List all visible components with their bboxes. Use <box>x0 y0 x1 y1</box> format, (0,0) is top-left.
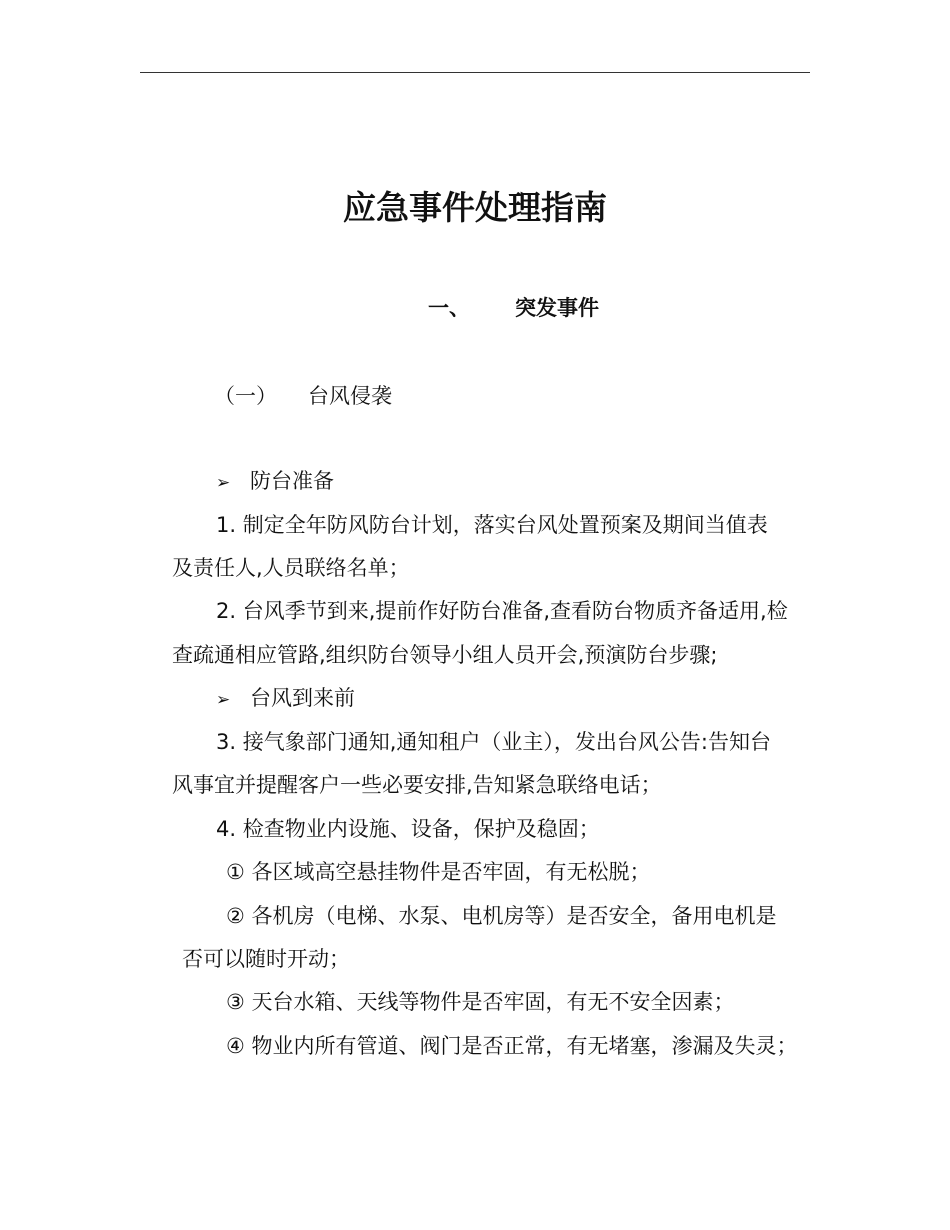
bullet-heading-text: 防台准备 <box>250 469 334 493</box>
bullet-heading-prep <box>216 468 334 496</box>
list-item-line: 4. 检查物业内设施、设备，保护及稳固； <box>216 817 600 841</box>
sub-item-line: ③ 天台水箱、天线等物件是否牢固，有无不安全因素； <box>226 990 735 1014</box>
arrow-bullet-icon: ➢ <box>216 690 231 710</box>
header-rule <box>140 72 810 73</box>
list-item-line: 2. 台风季节到来,提前作好防台准备,查看防台物质齐备适用,检 <box>216 599 788 623</box>
page-title: 应急事件处理指南 <box>343 188 607 227</box>
sub-item-line: ① 各区域高空悬挂物件是否牢固，有无松脱； <box>226 860 651 884</box>
list-item-line: 3. 接气象部门通知,通知租户（业主），发出台风公告:告知台 <box>216 730 771 754</box>
arrow-bullet-icon: ➢ <box>216 473 231 493</box>
sub-item-line: 否可以随时开动； <box>182 947 350 971</box>
list-item-line: 风事宜并提醒客户一些必要安排,告知紧急联络电话； <box>172 773 662 797</box>
sub-item-line: ② 各机房（电梯、水泵、电机房等）是否安全，备用电机是 <box>226 904 777 928</box>
subsection-title: 台风侵袭 <box>308 384 392 408</box>
list-item-line: 查疏通相应管路,组织防台领导小组人员开会,预演防台步骤; <box>172 643 718 667</box>
bullet-heading-text: 台风到来前 <box>250 686 355 710</box>
list-item-line: 1. 制定全年防风防台计划，落实台风处置预案及期间当值表 <box>216 513 768 537</box>
bullet-heading-before <box>216 685 355 713</box>
sub-item-line: ④ 物业内所有管道、阀门是否正常，有无堵塞，渗漏及失灵； <box>226 1034 798 1058</box>
subsection-number: （一） <box>214 384 277 408</box>
list-item-line: 及责任人,人员联络名单； <box>172 556 410 580</box>
section-number: 一、 <box>428 296 470 320</box>
section-title: 突发事件 <box>515 296 599 320</box>
